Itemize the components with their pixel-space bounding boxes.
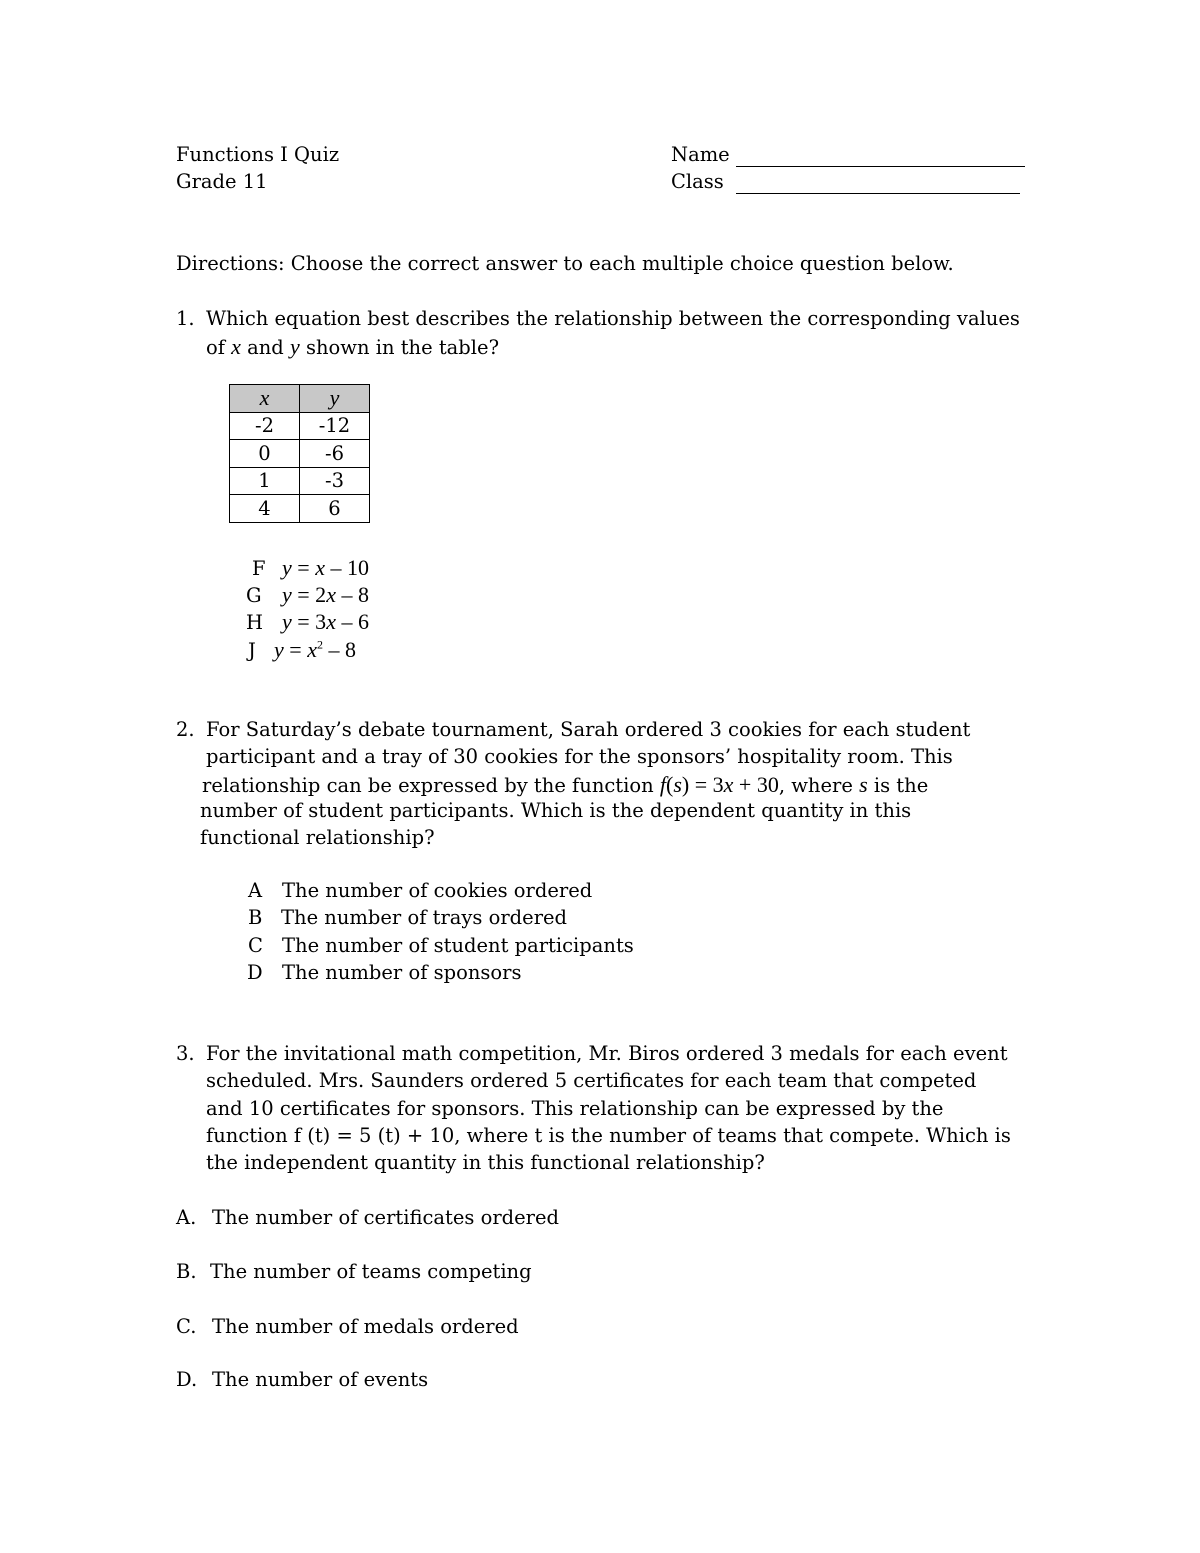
question-2-line-5: functional relationship? [200, 826, 435, 849]
grade-label: Grade 11 [176, 170, 268, 193]
question-2-line-4: number of student participants. Which is the dependent quantity in this [200, 799, 912, 822]
choice-f[interactable]: F y = x – 10 [252, 555, 369, 580]
question-1-line-2: of x and y shown in the table? [206, 334, 500, 359]
question-3-line-1: For the invitational math competition, Mr. Biros ordered 3 medals for each event [206, 1042, 1008, 1065]
choice-c[interactable]: C. The number of medals ordered [176, 1315, 519, 1338]
xy-table [229, 384, 370, 523]
table-cell: -6 [300, 440, 370, 468]
choice-a[interactable]: A. The number of certificates ordered [176, 1206, 560, 1229]
question-3-line-5: the independent quantity in this functional relationship? [206, 1151, 765, 1174]
question-2-number: 2. [176, 718, 195, 741]
table-row [230, 495, 370, 523]
choice-g[interactable]: G y = 2x – 8 [246, 582, 369, 607]
table-cell: 1 [230, 467, 300, 495]
table-row [230, 440, 370, 468]
name-blank-line [736, 166, 1025, 167]
question-2-line-1: For Saturday’s debate tournament, Sarah ordered 3 cookies for each student [206, 718, 971, 741]
choice-c[interactable]: C The number of student participants [248, 934, 634, 957]
question-3-line-4: function f (t) = 5 (t) + 10, where t is the number of teams that compete. Which is [206, 1124, 1011, 1147]
table-cell: -3 [300, 467, 370, 495]
table-cell: 6 [300, 495, 370, 523]
table-header-y: y [300, 385, 370, 413]
question-1-line-1: Which equation best describes the relationship between the corresponding values [206, 307, 1020, 330]
table-row [230, 412, 370, 440]
table-header-row [230, 385, 370, 413]
table-cell: 4 [230, 495, 300, 523]
choice-b[interactable]: B The number of trays ordered [248, 906, 568, 929]
choice-d[interactable]: D The number of sponsors [247, 961, 522, 984]
question-3-number: 3. [176, 1042, 195, 1065]
table-cell: 0 [230, 440, 300, 468]
choice-a[interactable]: A The number of cookies ordered [248, 879, 593, 902]
directions-text: Directions: Choose the correct answer to each multiple choice question below. [176, 252, 954, 275]
name-label: Name [671, 143, 730, 166]
table-header-x: x [230, 385, 300, 413]
question-3-line-3: and 10 certificates for sponsors. This relationship can be expressed by the [206, 1097, 944, 1120]
table-cell: -2 [230, 412, 300, 440]
question-1-number: 1. [176, 307, 195, 330]
class-label: Class [671, 170, 724, 193]
question-2-line-3: relationship can be expressed by the function f(s) = 3x + 30, where s is the [202, 772, 929, 797]
choice-b[interactable]: B. The number of teams competing [176, 1260, 532, 1283]
class-blank-line [736, 193, 1020, 194]
choice-d[interactable]: D. The number of events [176, 1368, 429, 1391]
choice-j[interactable]: J $y = x^2 - 8$ [248, 637, 356, 662]
choice-h[interactable]: H y = 3x – 6 [246, 609, 369, 634]
table-row [230, 467, 370, 495]
table-cell: -12 [300, 412, 370, 440]
question-3-line-2: scheduled. Mrs. Saunders ordered 5 certificates for each team that competed [206, 1069, 977, 1092]
quiz-title: Functions I Quiz [176, 143, 340, 166]
question-2-line-2: participant and a tray of 30 cookies for the sponsors’ hospitality room. This [206, 745, 953, 768]
